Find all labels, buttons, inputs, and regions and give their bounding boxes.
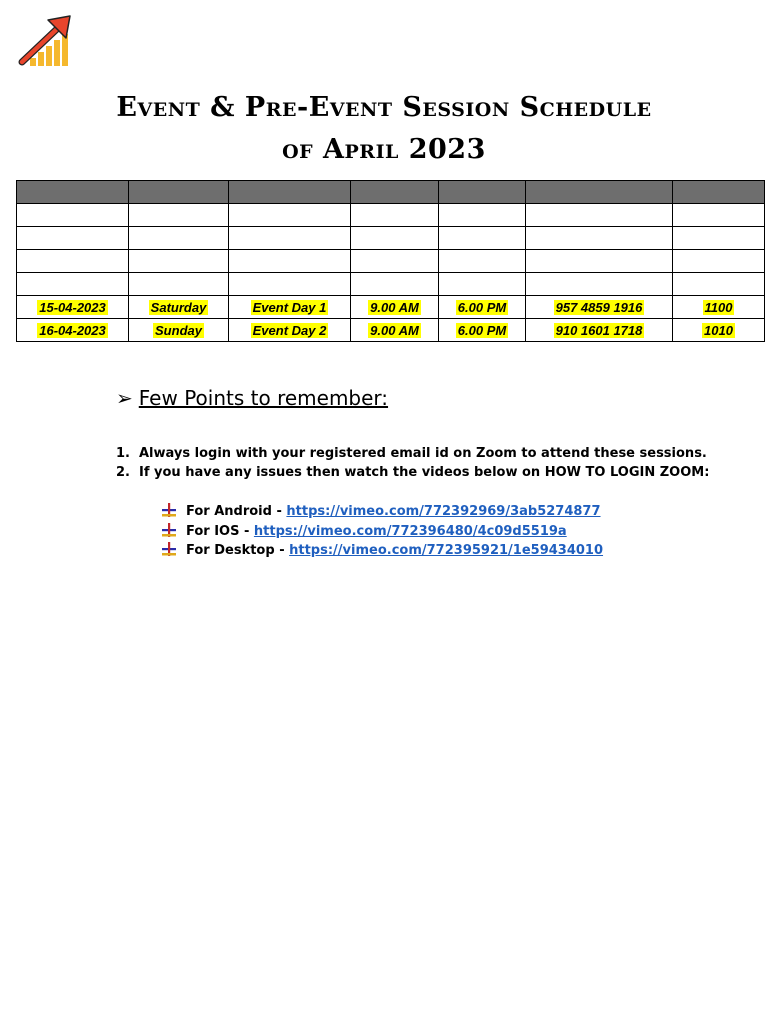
- link-label-android: For Android -: [186, 504, 287, 519]
- table-cell-event: [229, 319, 351, 342]
- table-cell-passcode: [673, 296, 765, 319]
- growth-arrow-chart-icon: [18, 14, 74, 70]
- cross-bullet-icon: [162, 542, 176, 556]
- table-cell: [439, 227, 526, 250]
- event-value: Event Day 1: [252, 299, 327, 315]
- table-cell: [129, 250, 229, 273]
- list-item: [162, 522, 603, 542]
- table-cell: [673, 250, 765, 273]
- android-video-link[interactable]: https://vimeo.com/772392969/3ab5274877: [286, 504, 601, 519]
- end-time-value: 6.00 PM: [457, 299, 507, 315]
- day-value: Sunday: [155, 322, 202, 338]
- table-cell-passcode: [673, 319, 765, 342]
- table-cell: [351, 204, 439, 227]
- table-cell: [229, 204, 351, 227]
- table-row: [17, 319, 765, 342]
- points-heading-text: Few Points to remember:: [138, 386, 389, 410]
- ios-video-link[interactable]: https://vimeo.com/772396480/4c09d5519a: [253, 523, 567, 539]
- table-cell-end-time: [439, 319, 526, 342]
- date-value: 15-04-2023: [39, 299, 106, 315]
- table-cell-day: [129, 319, 229, 342]
- table-cell: [129, 204, 229, 227]
- table-cell-end-time: [439, 296, 526, 319]
- table-cell: [17, 250, 129, 273]
- table-cell: [673, 227, 765, 250]
- passcode-value: 1010: [704, 322, 733, 338]
- table-header-cell: [129, 181, 229, 204]
- video-links-list: [162, 502, 603, 561]
- document-title-line-1: Event & Pre-Event Session Schedule: [116, 92, 652, 123]
- table-cell: [673, 204, 765, 227]
- table-cell: [526, 204, 673, 227]
- cross-bullet-icon: [162, 503, 176, 517]
- desktop-video-link[interactable]: https://vimeo.com/772395921/1e59434010: [289, 543, 604, 558]
- table-row-empty: [17, 250, 765, 273]
- table-cell-date: [17, 296, 129, 319]
- table-header-cell: [229, 181, 351, 204]
- list-item-text: If you have any issues then watch the videos below on HOW TO LOGIN ZOOM:: [139, 465, 710, 480]
- table-cell: [17, 204, 129, 227]
- table-row-empty: [17, 204, 765, 227]
- table-cell-start-time: [351, 296, 439, 319]
- document-title-line-2: of April 2023: [282, 134, 486, 165]
- table-header-cell: [17, 181, 129, 204]
- table-row: [17, 296, 765, 319]
- table-cell-start-time: [351, 319, 439, 342]
- table-cell: [351, 227, 439, 250]
- table-cell-date: [17, 319, 129, 342]
- table-row-empty: [17, 227, 765, 250]
- start-time-value: 9.00 AM: [370, 322, 419, 338]
- end-time-value: 6.00 PM: [457, 322, 507, 338]
- list-item: [116, 444, 709, 463]
- cross-bullet-icon: [162, 523, 176, 537]
- schedule-table: [16, 180, 765, 342]
- table-cell: [17, 227, 129, 250]
- table-header-row: [17, 181, 765, 204]
- arrowhead-bullet-icon: ➢: [116, 386, 133, 410]
- date-value: 16-04-2023: [39, 322, 106, 338]
- table-cell: [351, 250, 439, 273]
- table-cell: [673, 273, 765, 296]
- table-cell-day: [129, 296, 229, 319]
- table-header-cell: [526, 181, 673, 204]
- table-cell: [526, 250, 673, 273]
- link-label-desktop: For Desktop -: [186, 543, 290, 558]
- start-time-value: 9.00 AM: [370, 299, 419, 315]
- list-item-number: 1.: [116, 446, 130, 461]
- table-cell: [439, 204, 526, 227]
- table-row-empty: [17, 273, 765, 296]
- meeting-id-value: 910 1601 1718: [555, 322, 643, 338]
- table-cell: [129, 227, 229, 250]
- table-cell-meeting-id: [526, 319, 673, 342]
- table-cell-event: [229, 296, 351, 319]
- table-cell: [351, 273, 439, 296]
- day-value: Saturday: [150, 299, 207, 315]
- table-cell: [526, 227, 673, 250]
- table-cell: [17, 273, 129, 296]
- list-item: [116, 463, 709, 482]
- event-value: Event Day 2: [252, 322, 327, 338]
- table-cell: [229, 250, 351, 273]
- list-item-text: Always login with your registered email id on Zoom to attend these sessions.: [139, 446, 707, 461]
- table-cell: [229, 273, 351, 296]
- table-cell: [129, 273, 229, 296]
- table-header-cell: [351, 181, 439, 204]
- table-header-cell: [439, 181, 526, 204]
- link-label-ios: For IOS -: [186, 523, 254, 539]
- list-item: [162, 502, 603, 522]
- meeting-id-value: 957 4859 1916: [555, 299, 643, 315]
- table-cell: [526, 273, 673, 296]
- list-item-number: 2.: [116, 465, 130, 480]
- passcode-value: 1100: [704, 299, 733, 315]
- table-cell: [439, 250, 526, 273]
- table-cell-meeting-id: [526, 296, 673, 319]
- table-header-cell: [673, 181, 765, 204]
- list-item: [162, 541, 603, 561]
- points-heading: [116, 386, 388, 410]
- table-cell: [439, 273, 526, 296]
- table-cell: [229, 227, 351, 250]
- points-list: [116, 444, 709, 482]
